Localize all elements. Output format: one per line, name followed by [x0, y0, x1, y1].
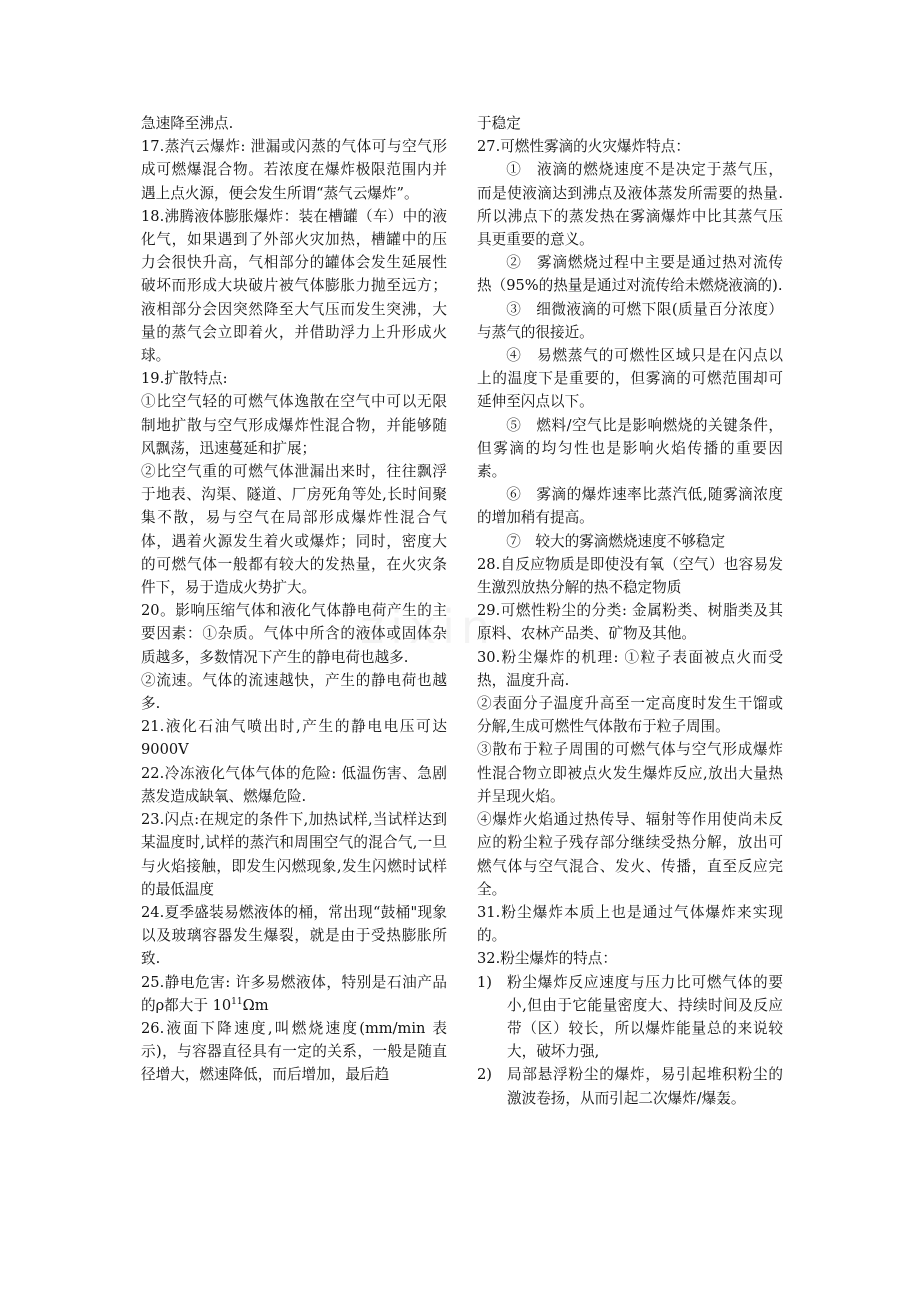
paragraph-18: 18.沸腾液体膨胀爆炸：装在槽罐（车）中的液化气，如果遇到了外部火灾加热，槽罐中的压力会很快升高，气相部分的罐体会发生延展性破坏而形成大块破片被气体膨胀力抛至远方；液相部分会因突然降至大气压而发生突沸，大量的蒸气会立即着火，并借助浮力上升形成火球。 — [141, 207, 447, 365]
paragraph-30-point-3: ③散布于粒子周围的可燃气体与空气形成爆炸性混合物立即被点火发生爆炸反应,放出大量热并呈现火焰。 — [477, 741, 783, 805]
paragraph-27-heading: 27.可燃性雾滴的火灾爆炸特点： — [477, 138, 690, 156]
paragraph-26: 26.液面下降速度,叫燃烧速度(mm/min 表示)，与容器直径具有一定的关系，一般是随直径增大，燃速降低，而后增加，最后趋 — [141, 1019, 447, 1084]
list-item — [477, 971, 783, 1064]
paragraph-31: 31.粉尘爆炸本质上也是通过气体爆炸来实现的。 — [477, 903, 783, 945]
paragraph-17: 17.蒸汽云爆炸: 泄漏或闪蒸的气体可与空气形成可燃爆混合物。若浓度在爆炸极限范围内并遇上点火源，便会发生所谓“蒸气云爆炸”。 — [141, 138, 447, 202]
paragraph-19-heading: 19.扩散特点: — [141, 370, 228, 388]
list-item-text: 粉尘爆炸反应速度与压力比可燃气体的要小,但由于它能量密度大、持续时间及反应带（区）较长，所以爆炸能量总的来说较大，破坏力强, — [507, 973, 783, 1061]
list-item — [477, 1063, 783, 1109]
paragraph-25-unit: Ωm — [242, 996, 269, 1014]
paragraph-23: 23.闪点:在规定的条件下,加热试样,当试样达到某温度时,试样的蒸汽和周围空气的混合气,一旦与火焰接触，即发生闪燃现象,发生闪燃时试样的最低温度 — [141, 811, 447, 898]
paragraph-19-point-1: ①比空气轻的可燃气体逸散在空气中可以无限制地扩散与空气形成爆炸性混合物，并能够随风飘荡，迅速蔓延和扩展； — [141, 393, 447, 457]
paragraph-30-point-2: ②表面分子温度升高至一定高度时发生干馏或分解,生成可燃性气体散布于粒子周围。 — [477, 695, 783, 736]
list-item-text: 局部悬浮粉尘的爆炸，易引起堆积粉尘的激波卷扬，从而引起二次爆炸/爆轰。 — [507, 1066, 783, 1107]
paragraph-29: 29.可燃性粉尘的分类: 金属粉类、树脂类及其原料、农林产品类、矿物及其他。 — [477, 602, 783, 643]
paragraph-25-exponent: 11 — [231, 996, 243, 1007]
paragraph-27-point-1: ① 液滴的燃烧速度不是决定于蒸气压，而是使液滴达到沸点及液体蒸发所需要的热量.所以沸点下的蒸发热在雾滴爆炸中比其蒸气压具更重要的意义。 — [477, 161, 783, 249]
paragraph-21: 21.液化石油气喷出时,产生的静电电压可达9000V — [141, 718, 447, 759]
paragraph-22: 22.冷冻液化气体气体的危险: 低温伤害、急剧蒸发造成缺氧、燃爆危险. — [141, 764, 447, 805]
paragraph-27-point-3: ③ 细微液滴的可燃下限(质量百分浓度）与蒸气的很接近。 — [477, 300, 783, 341]
paragraph-20: 20。影响压缩气体和液化气体静电荷产生的主要因素：①杂质。气体中所含的液体或固体杂质越多，多数情况下产生的静电荷也越多. — [141, 602, 447, 666]
paragraph-30-point-4: ④爆炸火焰通过热传导、辐射等作用使尚未反应的粉尘粒子残存部分继续受热分解，放出可燃气体与空气混合、发火、传播，直至反应完全。 — [477, 811, 783, 898]
paragraph-24: 24.夏季盛装易燃液体的桶，常出现“鼓桶"现象以及玻璃容器发生爆裂，就是由于受热膨胀所致. — [141, 903, 447, 968]
paragraph-32-heading: 32.粉尘爆炸的特点： — [477, 950, 617, 968]
paragraph-20-point-2: ②流速。气体的流速越快，产生的静电荷也越多. — [141, 671, 447, 713]
list-item-number: 1) — [477, 973, 492, 991]
right-column — [477, 112, 783, 1110]
paragraph-continuation: 急速降至沸点. — [141, 115, 234, 132]
paragraph-19-point-2: ②比空气重的可燃气体泄漏出来时，往往飘浮于地表、沟渠、隧道、厂房死角等处,长时间聚集不散，易与空气在局部形成爆炸性混合气体，遇着火源发生着火或爆炸；同时，密度大的可燃气体一般都有较大的发热量，在火灾条件下，易于造成火势扩大。 — [141, 463, 447, 597]
list-item-number: 2) — [477, 1066, 492, 1084]
paragraph-27-point-6: ⑥ 雾滴的爆炸速率比蒸汽低,随雾滴浓度的增加稍有提高。 — [477, 486, 783, 527]
paragraph-27-point-7: ⑦ 较大的雾滴燃烧速度不够稳定 — [506, 532, 726, 550]
left-column — [141, 112, 447, 1087]
paragraph-25 — [141, 971, 447, 1017]
paragraph-30: 30.粉尘爆炸的机理: ①粒子表面被点火而受热，温度升高. — [477, 648, 783, 689]
paragraph-27-point-4: ④ 易燃蒸气的可燃性区域只是在闪点以上的温度下是重要的，但雾滴的可燃范围却可延伸至闪点以下。 — [477, 347, 783, 411]
paragraph-25-prefix: 25.静电危害: 许多易燃液体，特别是石油产品的ρ都大于 10 — [141, 973, 447, 1014]
paragraph-27-point-2: ② 雾滴燃烧过程中主要是通过热对流传热（95%的热量是通过对流传给未燃烧液滴的). — [477, 254, 783, 295]
paragraph-27-point-5: ⑤ 燃料/空气比是影响燃烧的关键条件，但雾滴的均匀性也是影响火焰传播的重要因素。 — [477, 416, 783, 481]
paragraph-26-continuation: 于稳定 — [477, 115, 521, 132]
paragraph-28: 28.自反应物质是即使没有氧（空气）也容易发生激烈放热分解的热不稳定物质 — [477, 555, 783, 597]
